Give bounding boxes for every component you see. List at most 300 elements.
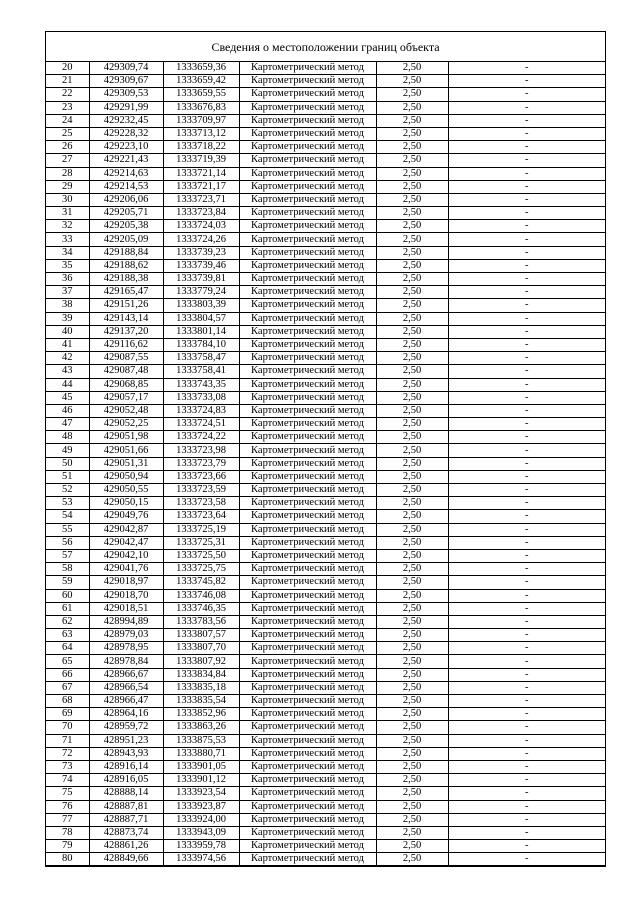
description-cell: -: [448, 563, 605, 576]
point-number-cell: 57: [46, 549, 89, 562]
point-number-cell: 55: [46, 523, 89, 536]
accuracy-cell: 2,50: [376, 840, 448, 853]
x-coordinate-cell: 428966,54: [89, 681, 163, 694]
table-row: [46, 207, 605, 220]
method-cell: Картометрический метод: [239, 549, 376, 562]
table-row: [46, 220, 605, 233]
y-coordinate-cell: 1333923,54: [163, 787, 239, 800]
y-coordinate-cell: 1333725,50: [163, 549, 239, 562]
point-number-cell: 79: [46, 840, 89, 853]
accuracy-cell: 2,50: [376, 246, 448, 259]
point-number-cell: 78: [46, 826, 89, 839]
point-number-cell: 59: [46, 576, 89, 589]
method-cell: Картометрический метод: [239, 655, 376, 668]
point-number-cell: 27: [46, 154, 89, 167]
point-number-cell: 71: [46, 734, 89, 747]
x-coordinate-cell: 428966,67: [89, 668, 163, 681]
accuracy-cell: 2,50: [376, 549, 448, 562]
description-cell: -: [448, 352, 605, 365]
accuracy-cell: 2,50: [376, 602, 448, 615]
table-row: [46, 299, 605, 312]
method-cell: Картометрический метод: [239, 273, 376, 286]
accuracy-cell: 2,50: [376, 167, 448, 180]
y-coordinate-cell: 1333723,66: [163, 470, 239, 483]
table-row: [46, 114, 605, 127]
point-number-cell: 69: [46, 708, 89, 721]
table-row: [46, 418, 605, 431]
method-cell: Картометрический метод: [239, 378, 376, 391]
method-cell: Картометрический метод: [239, 418, 376, 431]
x-coordinate-cell: 429232,45: [89, 114, 163, 127]
accuracy-cell: 2,50: [376, 101, 448, 114]
table-row: [46, 668, 605, 681]
description-cell: -: [448, 233, 605, 246]
y-coordinate-cell: 1333758,47: [163, 352, 239, 365]
x-coordinate-cell: 428861,26: [89, 840, 163, 853]
point-number-cell: 35: [46, 259, 89, 272]
table-row: [46, 800, 605, 813]
description-cell: -: [448, 576, 605, 589]
y-coordinate-cell: 1333725,31: [163, 536, 239, 549]
y-coordinate-cell: 1333807,57: [163, 629, 239, 642]
method-cell: Картометрический метод: [239, 510, 376, 523]
accuracy-cell: 2,50: [376, 444, 448, 457]
point-number-cell: 76: [46, 800, 89, 813]
x-coordinate-cell: 429018,97: [89, 576, 163, 589]
table-row: [46, 734, 605, 747]
accuracy-cell: 2,50: [376, 642, 448, 655]
point-number-cell: 39: [46, 312, 89, 325]
point-number-cell: 72: [46, 747, 89, 760]
accuracy-cell: 2,50: [376, 193, 448, 206]
accuracy-cell: 2,50: [376, 391, 448, 404]
method-cell: Картометрический метод: [239, 193, 376, 206]
description-cell: -: [448, 760, 605, 773]
accuracy-cell: 2,50: [376, 747, 448, 760]
accuracy-cell: 2,50: [376, 497, 448, 510]
method-cell: Картометрический метод: [239, 576, 376, 589]
x-coordinate-cell: 428916,14: [89, 760, 163, 773]
description-cell: -: [448, 774, 605, 787]
point-number-cell: 41: [46, 338, 89, 351]
point-number-cell: 44: [46, 378, 89, 391]
x-coordinate-cell: 429042,47: [89, 536, 163, 549]
point-number-cell: 80: [46, 853, 89, 866]
x-coordinate-cell: 429188,38: [89, 273, 163, 286]
method-cell: Картометрический метод: [239, 760, 376, 773]
method-cell: Картометрический метод: [239, 312, 376, 325]
table-row: [46, 286, 605, 299]
description-cell: -: [448, 431, 605, 444]
x-coordinate-cell: 429018,70: [89, 589, 163, 602]
y-coordinate-cell: 1333723,71: [163, 193, 239, 206]
table-row: [46, 536, 605, 549]
x-coordinate-cell: 429214,63: [89, 167, 163, 180]
table-row: [46, 615, 605, 628]
x-coordinate-cell: 428959,72: [89, 721, 163, 734]
description-cell: -: [448, 141, 605, 154]
method-cell: Картометрический метод: [239, 734, 376, 747]
accuracy-cell: 2,50: [376, 378, 448, 391]
description-cell: -: [448, 299, 605, 312]
table-row: [46, 629, 605, 642]
x-coordinate-cell: 429041,76: [89, 563, 163, 576]
description-cell: -: [448, 510, 605, 523]
accuracy-cell: 2,50: [376, 774, 448, 787]
description-cell: -: [448, 497, 605, 510]
x-coordinate-cell: 429137,20: [89, 325, 163, 338]
accuracy-cell: 2,50: [376, 431, 448, 444]
x-coordinate-cell: 429050,55: [89, 484, 163, 497]
accuracy-cell: 2,50: [376, 589, 448, 602]
x-coordinate-cell: 429143,14: [89, 312, 163, 325]
point-number-cell: 25: [46, 127, 89, 140]
x-coordinate-cell: 429042,87: [89, 523, 163, 536]
table-row: [46, 154, 605, 167]
point-number-cell: 63: [46, 629, 89, 642]
method-cell: Картометрический метод: [239, 127, 376, 140]
y-coordinate-cell: 1333659,42: [163, 75, 239, 88]
point-number-cell: 70: [46, 721, 89, 734]
description-cell: -: [448, 154, 605, 167]
table-row: [46, 826, 605, 839]
description-cell: -: [448, 88, 605, 101]
table-row: [46, 127, 605, 140]
accuracy-cell: 2,50: [376, 180, 448, 193]
table-row: [46, 642, 605, 655]
method-cell: Картометрический метод: [239, 246, 376, 259]
point-number-cell: 53: [46, 497, 89, 510]
point-number-cell: 21: [46, 75, 89, 88]
point-number-cell: 28: [46, 167, 89, 180]
accuracy-cell: 2,50: [376, 338, 448, 351]
point-number-cell: 66: [46, 668, 89, 681]
table-row: [46, 273, 605, 286]
method-cell: Картометрический метод: [239, 826, 376, 839]
description-cell: -: [448, 167, 605, 180]
description-cell: -: [448, 220, 605, 233]
description-cell: -: [448, 259, 605, 272]
accuracy-cell: 2,50: [376, 800, 448, 813]
x-coordinate-cell: 429221,43: [89, 154, 163, 167]
accuracy-cell: 2,50: [376, 853, 448, 866]
method-cell: Картометрический метод: [239, 484, 376, 497]
description-cell: -: [448, 484, 605, 497]
y-coordinate-cell: 1333901,05: [163, 760, 239, 773]
table-row: [46, 787, 605, 800]
y-coordinate-cell: 1333974,56: [163, 853, 239, 866]
y-coordinate-cell: 1333676,83: [163, 101, 239, 114]
method-cell: Картометрический метод: [239, 154, 376, 167]
description-cell: -: [448, 378, 605, 391]
table-row: [46, 813, 605, 826]
x-coordinate-cell: 429206,06: [89, 193, 163, 206]
accuracy-cell: 2,50: [376, 259, 448, 272]
coordinates-table-body: [46, 62, 605, 866]
y-coordinate-cell: 1333746,35: [163, 602, 239, 615]
accuracy-cell: 2,50: [376, 510, 448, 523]
point-number-cell: 49: [46, 444, 89, 457]
point-number-cell: 50: [46, 457, 89, 470]
accuracy-cell: 2,50: [376, 325, 448, 338]
y-coordinate-cell: 1333923,87: [163, 800, 239, 813]
method-cell: Картометрический метод: [239, 787, 376, 800]
x-coordinate-cell: 429068,85: [89, 378, 163, 391]
y-coordinate-cell: 1333852,96: [163, 708, 239, 721]
accuracy-cell: 2,50: [376, 127, 448, 140]
accuracy-cell: 2,50: [376, 233, 448, 246]
accuracy-cell: 2,50: [376, 826, 448, 839]
description-cell: -: [448, 813, 605, 826]
description-cell: -: [448, 826, 605, 839]
method-cell: Картометрический метод: [239, 365, 376, 378]
description-cell: -: [448, 602, 605, 615]
table-row: [46, 840, 605, 853]
description-cell: -: [448, 615, 605, 628]
accuracy-cell: 2,50: [376, 536, 448, 549]
x-coordinate-cell: 429087,55: [89, 352, 163, 365]
description-cell: -: [448, 325, 605, 338]
accuracy-cell: 2,50: [376, 629, 448, 642]
x-coordinate-cell: 429205,71: [89, 207, 163, 220]
method-cell: Картометрический метод: [239, 497, 376, 510]
point-number-cell: 52: [46, 484, 89, 497]
description-cell: -: [448, 273, 605, 286]
description-cell: -: [448, 695, 605, 708]
point-number-cell: 68: [46, 695, 89, 708]
y-coordinate-cell: 1333724,51: [163, 418, 239, 431]
description-cell: -: [448, 62, 605, 75]
x-coordinate-cell: 429214,53: [89, 180, 163, 193]
y-coordinate-cell: 1333723,84: [163, 207, 239, 220]
method-cell: Картометрический метод: [239, 642, 376, 655]
y-coordinate-cell: 1333745,82: [163, 576, 239, 589]
table-row: [46, 497, 605, 510]
description-cell: -: [448, 853, 605, 866]
method-cell: Картометрический метод: [239, 101, 376, 114]
point-number-cell: 23: [46, 101, 89, 114]
x-coordinate-cell: 428979,03: [89, 629, 163, 642]
accuracy-cell: 2,50: [376, 273, 448, 286]
y-coordinate-cell: 1333733,08: [163, 391, 239, 404]
description-cell: -: [448, 681, 605, 694]
method-cell: Картометрический метод: [239, 207, 376, 220]
y-coordinate-cell: 1333724,26: [163, 233, 239, 246]
description-cell: -: [448, 457, 605, 470]
accuracy-cell: 2,50: [376, 404, 448, 417]
y-coordinate-cell: 1333835,18: [163, 681, 239, 694]
table-row: [46, 774, 605, 787]
x-coordinate-cell: 429309,67: [89, 75, 163, 88]
table-title: Сведения о местоположении границ объекта: [46, 32, 605, 62]
method-cell: Картометрический метод: [239, 602, 376, 615]
point-number-cell: 64: [46, 642, 89, 655]
method-cell: Картометрический метод: [239, 457, 376, 470]
description-cell: -: [448, 523, 605, 536]
accuracy-cell: 2,50: [376, 484, 448, 497]
y-coordinate-cell: 1333901,12: [163, 774, 239, 787]
table-row: [46, 88, 605, 101]
x-coordinate-cell: 428978,95: [89, 642, 163, 655]
x-coordinate-cell: 429052,48: [89, 404, 163, 417]
table-row: [46, 391, 605, 404]
description-cell: -: [448, 642, 605, 655]
x-coordinate-cell: 429309,53: [89, 88, 163, 101]
x-coordinate-cell: 428888,14: [89, 787, 163, 800]
table-row: [46, 602, 605, 615]
y-coordinate-cell: 1333739,23: [163, 246, 239, 259]
y-coordinate-cell: 1333724,83: [163, 404, 239, 417]
x-coordinate-cell: 429057,17: [89, 391, 163, 404]
table-row: [46, 193, 605, 206]
table-row: [46, 563, 605, 576]
accuracy-cell: 2,50: [376, 813, 448, 826]
point-number-cell: 65: [46, 655, 89, 668]
description-cell: -: [448, 747, 605, 760]
x-coordinate-cell: 429205,09: [89, 233, 163, 246]
y-coordinate-cell: 1333719,39: [163, 154, 239, 167]
x-coordinate-cell: 428978,84: [89, 655, 163, 668]
point-number-cell: 58: [46, 563, 89, 576]
description-cell: -: [448, 207, 605, 220]
point-number-cell: 45: [46, 391, 89, 404]
accuracy-cell: 2,50: [376, 523, 448, 536]
method-cell: Картометрический метод: [239, 286, 376, 299]
table-row: [46, 549, 605, 562]
point-number-cell: 36: [46, 273, 89, 286]
y-coordinate-cell: 1333659,36: [163, 62, 239, 75]
x-coordinate-cell: 428887,71: [89, 813, 163, 826]
description-cell: -: [448, 655, 605, 668]
description-cell: -: [448, 286, 605, 299]
x-coordinate-cell: 429050,15: [89, 497, 163, 510]
description-cell: -: [448, 589, 605, 602]
x-coordinate-cell: 429116,62: [89, 338, 163, 351]
description-cell: -: [448, 470, 605, 483]
y-coordinate-cell: 1333725,19: [163, 523, 239, 536]
description-cell: -: [448, 734, 605, 747]
point-number-cell: 42: [46, 352, 89, 365]
point-number-cell: 56: [46, 536, 89, 549]
y-coordinate-cell: 1333783,56: [163, 615, 239, 628]
accuracy-cell: 2,50: [376, 207, 448, 220]
description-cell: -: [448, 246, 605, 259]
y-coordinate-cell: 1333875,53: [163, 734, 239, 747]
x-coordinate-cell: 429049,76: [89, 510, 163, 523]
description-cell: -: [448, 418, 605, 431]
table-row: [46, 233, 605, 246]
point-number-cell: 40: [46, 325, 89, 338]
y-coordinate-cell: 1333924,00: [163, 813, 239, 826]
table-row: [46, 589, 605, 602]
x-coordinate-cell: 428943,93: [89, 747, 163, 760]
table-row: [46, 259, 605, 272]
x-coordinate-cell: 429228,32: [89, 127, 163, 140]
description-cell: -: [448, 180, 605, 193]
method-cell: Картометрический метод: [239, 813, 376, 826]
point-number-cell: 62: [46, 615, 89, 628]
point-number-cell: 38: [46, 299, 89, 312]
method-cell: Картометрический метод: [239, 563, 376, 576]
x-coordinate-cell: 429051,98: [89, 431, 163, 444]
accuracy-cell: 2,50: [376, 721, 448, 734]
y-coordinate-cell: 1333725,75: [163, 563, 239, 576]
accuracy-cell: 2,50: [376, 286, 448, 299]
table-row: [46, 352, 605, 365]
table-row: [46, 101, 605, 114]
y-coordinate-cell: 1333835,54: [163, 695, 239, 708]
method-cell: Картометрический метод: [239, 299, 376, 312]
method-cell: Картометрический метод: [239, 800, 376, 813]
point-number-cell: 46: [46, 404, 89, 417]
accuracy-cell: 2,50: [376, 141, 448, 154]
method-cell: Картометрический метод: [239, 536, 376, 549]
y-coordinate-cell: 1333723,58: [163, 497, 239, 510]
accuracy-cell: 2,50: [376, 734, 448, 747]
y-coordinate-cell: 1333718,22: [163, 141, 239, 154]
y-coordinate-cell: 1333739,46: [163, 259, 239, 272]
method-cell: Картометрический метод: [239, 840, 376, 853]
table-row: [46, 180, 605, 193]
point-number-cell: 47: [46, 418, 89, 431]
description-cell: -: [448, 127, 605, 140]
y-coordinate-cell: 1333739,81: [163, 273, 239, 286]
description-cell: -: [448, 101, 605, 114]
table-row: [46, 444, 605, 457]
description-cell: -: [448, 114, 605, 127]
accuracy-cell: 2,50: [376, 75, 448, 88]
y-coordinate-cell: 1333723,98: [163, 444, 239, 457]
y-coordinate-cell: 1333959,78: [163, 840, 239, 853]
accuracy-cell: 2,50: [376, 681, 448, 694]
table-row: [46, 484, 605, 497]
table-row: [46, 853, 605, 866]
y-coordinate-cell: 1333801,14: [163, 325, 239, 338]
method-cell: Картометрический метод: [239, 589, 376, 602]
x-coordinate-cell: 428849,66: [89, 853, 163, 866]
point-number-cell: 37: [46, 286, 89, 299]
table-row: [46, 760, 605, 773]
description-cell: -: [448, 800, 605, 813]
method-cell: Картометрический метод: [239, 75, 376, 88]
description-cell: -: [448, 840, 605, 853]
x-coordinate-cell: 429205,38: [89, 220, 163, 233]
accuracy-cell: 2,50: [376, 668, 448, 681]
table-row: [46, 708, 605, 721]
accuracy-cell: 2,50: [376, 312, 448, 325]
x-coordinate-cell: 429188,62: [89, 259, 163, 272]
y-coordinate-cell: 1333807,92: [163, 655, 239, 668]
method-cell: Картометрический метод: [239, 338, 376, 351]
method-cell: Картометрический метод: [239, 615, 376, 628]
x-coordinate-cell: 428916,05: [89, 774, 163, 787]
accuracy-cell: 2,50: [376, 352, 448, 365]
accuracy-cell: 2,50: [376, 114, 448, 127]
description-cell: -: [448, 549, 605, 562]
x-coordinate-cell: 428994,89: [89, 615, 163, 628]
y-coordinate-cell: 1333863,26: [163, 721, 239, 734]
description-cell: -: [448, 365, 605, 378]
point-number-cell: 43: [46, 365, 89, 378]
method-cell: Картометрический метод: [239, 774, 376, 787]
x-coordinate-cell: 429018,51: [89, 602, 163, 615]
accuracy-cell: 2,50: [376, 576, 448, 589]
point-number-cell: 22: [46, 88, 89, 101]
method-cell: Картометрический метод: [239, 431, 376, 444]
y-coordinate-cell: 1333807,70: [163, 642, 239, 655]
accuracy-cell: 2,50: [376, 708, 448, 721]
point-number-cell: 29: [46, 180, 89, 193]
